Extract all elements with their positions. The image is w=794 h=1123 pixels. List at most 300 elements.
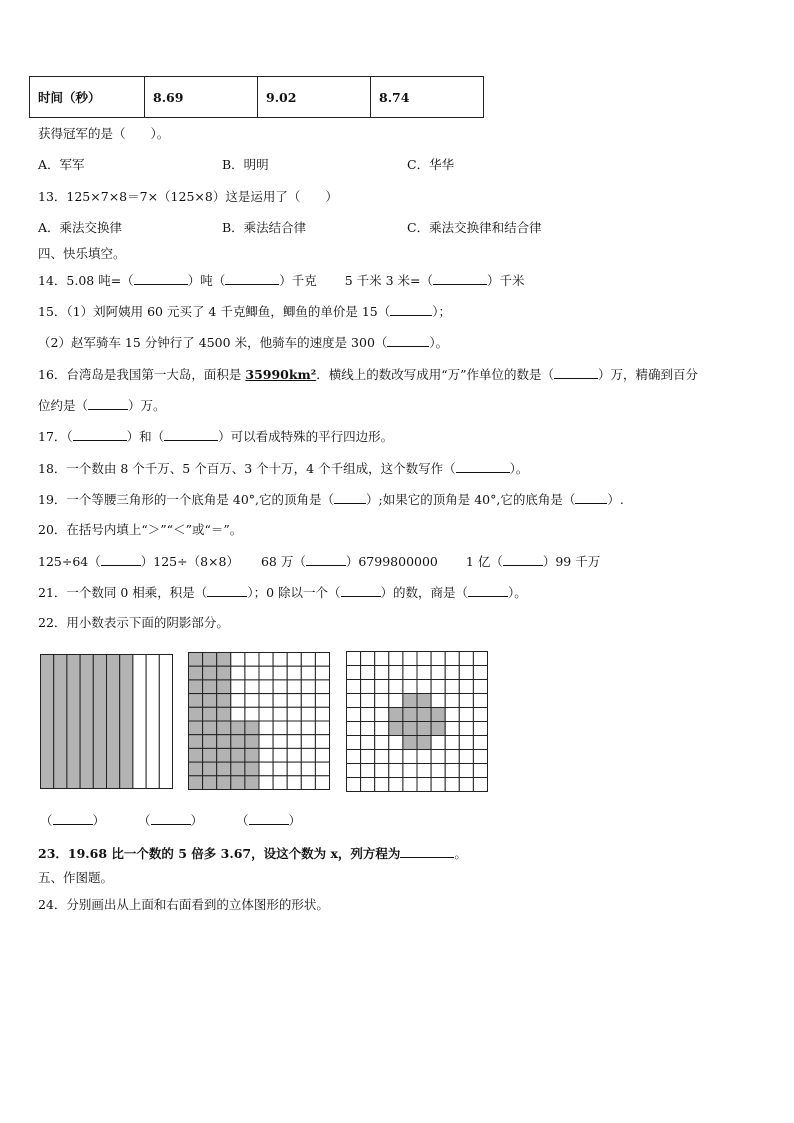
q12-stem: 获得冠军的是（ ）。 — [38, 126, 170, 141]
grid-cell — [347, 708, 361, 722]
shaded-cell — [431, 708, 445, 722]
shaded-cell — [431, 722, 445, 736]
grid-cell — [375, 736, 389, 750]
grid-cell — [459, 666, 473, 680]
grid-cell — [375, 694, 389, 708]
grid-cell — [287, 653, 301, 667]
grid-cell — [259, 680, 273, 694]
grid-cell — [315, 735, 329, 749]
grid-cell — [287, 762, 301, 776]
grid-cell — [459, 764, 473, 778]
q16-text-a: 16．台湾岛是我国第一大岛，面积是 — [38, 367, 246, 382]
grid-cell — [361, 666, 375, 680]
q15-part2 — [38, 334, 448, 351]
q13-option-c[interactable]: C．乘法交换律和结合律 — [407, 220, 542, 235]
grid-cell — [473, 722, 487, 736]
grid-cell — [273, 666, 287, 680]
shaded-cell — [245, 735, 259, 749]
q17-text-a: 17．（ — [38, 429, 73, 444]
grid-cell — [301, 748, 315, 762]
q21-text-b: ）；0 除以一个（ — [247, 585, 341, 600]
shaded-grid-figure-1 — [188, 652, 330, 790]
q16-text-b: ．横线上的数改写成用“万”作单位的数是（ — [316, 367, 555, 382]
grid-cell — [445, 750, 459, 764]
shaded-cell — [231, 748, 245, 762]
grid-cell — [445, 680, 459, 694]
grid-cell — [361, 708, 375, 722]
grid-cell — [389, 736, 403, 750]
grid-cell — [431, 764, 445, 778]
grid-cell — [315, 707, 329, 721]
grid-cell — [431, 750, 445, 764]
grid-cell — [315, 680, 329, 694]
grid-cell — [403, 778, 417, 792]
grid-cell — [403, 680, 417, 694]
q17-blank-1[interactable] — [73, 428, 127, 441]
table-cell: 9.02 — [258, 77, 371, 118]
grid-cell — [417, 680, 431, 694]
shaded-cell — [217, 721, 231, 735]
grid-cell — [259, 721, 273, 735]
grid-cell — [287, 721, 301, 735]
shaded-cell — [417, 722, 431, 736]
q19-blank-1[interactable] — [334, 491, 366, 504]
grid-cell — [389, 778, 403, 792]
q18-text-b: ）。 — [509, 461, 529, 476]
shaded-cell — [217, 694, 231, 708]
grid-cell — [473, 680, 487, 694]
q16-blank-2[interactable] — [88, 397, 128, 410]
paren-open: （ — [138, 813, 151, 828]
time-table — [29, 76, 484, 118]
grid-cell — [287, 707, 301, 721]
shaded-cell — [231, 776, 245, 790]
grid-cell — [375, 680, 389, 694]
q15-text-2b: ）。 — [429, 335, 449, 350]
q13-option-b[interactable]: B．乘法结合律 — [222, 220, 307, 235]
grid-cell — [273, 762, 287, 776]
shaded-cell — [203, 735, 217, 749]
shaded-cell — [189, 721, 203, 735]
grid-cell — [473, 750, 487, 764]
shaded-cell — [189, 735, 203, 749]
q16-line-2 — [38, 397, 166, 414]
grid-cell — [259, 694, 273, 708]
grid-cell — [389, 666, 403, 680]
q18-blank[interactable] — [456, 460, 510, 473]
grid-cell — [259, 707, 273, 721]
grid-cell — [459, 736, 473, 750]
shaded-cell — [231, 721, 245, 735]
grid-cell — [273, 776, 287, 790]
grid-cell — [315, 748, 329, 762]
grid-cell — [431, 680, 445, 694]
shaded-cell — [189, 748, 203, 762]
shaded-cell — [189, 680, 203, 694]
paren-open: （ — [40, 813, 53, 828]
q21-text-c: ）的数，商是（ — [380, 585, 469, 600]
q20-text-f: ）99 千万 — [542, 554, 601, 569]
grid-cell — [315, 653, 329, 667]
shaded-strips-figure — [40, 654, 174, 790]
q15-part1 — [38, 303, 451, 320]
grid-cell — [445, 736, 459, 750]
grid-cell — [431, 736, 445, 750]
q21-text-d: ）。 — [508, 585, 527, 600]
shaded-cell — [203, 748, 217, 762]
shaded-cell — [217, 762, 231, 776]
paren-open: （ — [236, 813, 249, 828]
q17-text-c: ）可以看成特殊的平行四边形。 — [218, 429, 394, 444]
q18-text-a: 18．一个数由 8 个千万、5 个百万、3 个十万，4 个千组成，这个数写作（ — [38, 461, 456, 476]
grid-cell — [361, 778, 375, 792]
shaded-cell — [217, 680, 231, 694]
grid-cell — [431, 778, 445, 792]
grid-cell — [287, 776, 301, 790]
grid-cell — [361, 694, 375, 708]
q14-text-e: ）千米 — [487, 273, 525, 288]
q16-text-c: ）万，精确到百分 — [598, 367, 699, 382]
q13-option-a[interactable]: A．乘法交换律 — [38, 220, 123, 235]
grid-cell — [473, 694, 487, 708]
grid-cell — [315, 762, 329, 776]
grid-cell — [473, 708, 487, 722]
shaded-cell — [217, 748, 231, 762]
table-cell: 时间（秒） — [30, 77, 145, 118]
grid-cell — [361, 652, 375, 666]
q22-blank-3[interactable] — [249, 812, 289, 825]
q21-line — [38, 584, 527, 601]
q17-line — [38, 428, 393, 445]
grid-cell — [347, 652, 361, 666]
q21-blank-3[interactable] — [468, 584, 508, 597]
q17-blank-2[interactable] — [164, 428, 218, 441]
grid-cell — [347, 778, 361, 792]
q16-area: 35990km² — [245, 367, 317, 382]
q20-text-b: ）125÷（8×8） — [140, 554, 239, 569]
shaded-cell — [231, 735, 245, 749]
q16-text-e: ）万。 — [128, 398, 166, 413]
shaded-grid-figure-2 — [346, 651, 488, 792]
q12-option-c[interactable]: C．华华 — [407, 157, 455, 172]
shaded-cell — [189, 776, 203, 790]
q23-line — [38, 845, 467, 862]
shaded-cell — [403, 708, 417, 722]
grid-cell — [259, 666, 273, 680]
grid-cell — [315, 694, 329, 708]
grid-cell — [375, 708, 389, 722]
q20-stem: 20．在括号内填上“＞”“＜”或“＝”。 — [38, 522, 243, 537]
q20-text-c: 68 万（ — [260, 554, 306, 569]
grid-cell — [287, 694, 301, 708]
q15-text-1b: ）； — [432, 304, 452, 319]
grid-cell — [245, 694, 259, 708]
shaded-cell — [231, 762, 245, 776]
grid-cell — [445, 764, 459, 778]
grid-cell — [259, 735, 273, 749]
grid-cell — [301, 694, 315, 708]
shaded-strip — [93, 655, 106, 789]
grid-cell — [301, 707, 315, 721]
q22-blank-1[interactable] — [53, 812, 93, 825]
grid-cell — [445, 778, 459, 792]
paren-close: ） — [190, 813, 204, 828]
grid-cell — [245, 653, 259, 667]
grid-cell — [459, 680, 473, 694]
q15-blank-1[interactable] — [390, 303, 432, 316]
grid-cell — [361, 722, 375, 736]
shaded-cell — [417, 694, 431, 708]
grid-cell — [389, 652, 403, 666]
grid-cell — [273, 721, 287, 735]
grid-cell — [375, 652, 389, 666]
shaded-cell — [417, 708, 431, 722]
q20-text-e: 1 亿（ — [465, 554, 503, 569]
grid-cell — [231, 680, 245, 694]
q19-text-c: ）. — [607, 492, 624, 507]
shaded-cell — [217, 653, 231, 667]
q16-line-1 — [38, 366, 698, 383]
shaded-cell — [203, 762, 217, 776]
shaded-strip — [120, 655, 133, 789]
grid-cell — [315, 776, 329, 790]
q23-text-b: 。 — [454, 846, 467, 861]
shaded-cell — [217, 707, 231, 721]
grid-cell — [417, 750, 431, 764]
shaded-cell — [389, 708, 403, 722]
shaded-cell — [217, 776, 231, 790]
strip — [133, 655, 146, 789]
grid-cell — [417, 652, 431, 666]
section-five-title: 五、作图题。 — [38, 870, 114, 885]
shaded-cell — [189, 653, 203, 667]
q22-answer-1 — [40, 812, 105, 829]
grid-cell — [459, 708, 473, 722]
grid-cell — [347, 666, 361, 680]
grid-cell — [361, 764, 375, 778]
shaded-cell — [245, 748, 259, 762]
grid-cell — [301, 666, 315, 680]
grid-cell — [347, 722, 361, 736]
grid-cell — [273, 748, 287, 762]
grid-cell — [301, 721, 315, 735]
shaded-cell — [217, 666, 231, 680]
table-cell: 8.74 — [371, 77, 484, 118]
grid-cell — [389, 764, 403, 778]
shaded-cell — [203, 707, 217, 721]
q19-text-b: ）;如果它的顶角是 40°,它的底角是（ — [366, 492, 576, 507]
q13-stem: 13．125×7×8＝7×（125×8）这是运用了（ ） — [38, 189, 338, 204]
q17-text-b: ）和（ — [126, 429, 165, 444]
grid-cell — [301, 776, 315, 790]
grid-cell — [231, 666, 245, 680]
grid-cell — [273, 694, 287, 708]
q16-text-d: 位约是（ — [38, 398, 89, 413]
q23-text-a: 23．19.68 比一个数的 5 倍多 3.67，设这个数为 x，列方程为 — [38, 846, 401, 861]
shaded-cell — [189, 694, 203, 708]
grid-cell — [459, 750, 473, 764]
shaded-cell — [203, 680, 217, 694]
grid-cell — [417, 778, 431, 792]
q14-blank-1[interactable] — [134, 272, 188, 285]
grid-cell — [403, 652, 417, 666]
grid-cell — [473, 736, 487, 750]
q21-blank-2[interactable] — [341, 584, 381, 597]
shaded-cell — [203, 694, 217, 708]
q12-option-a[interactable]: A．军军 — [38, 157, 85, 172]
grid-cell — [231, 707, 245, 721]
shaded-cell — [403, 722, 417, 736]
shaded-cell — [203, 666, 217, 680]
grid-cell — [259, 748, 273, 762]
grid-cell — [459, 694, 473, 708]
grid-cell — [445, 722, 459, 736]
grid-cell — [315, 721, 329, 735]
grid-cell — [287, 680, 301, 694]
q18-line — [38, 460, 528, 477]
grid-cell — [273, 653, 287, 667]
shaded-cell — [403, 736, 417, 750]
q22-answer-2 — [138, 812, 203, 829]
q15-text-1a: 15．（1）刘阿姨用 60 元买了 4 千克鲫鱼，鲫鱼的单价是 15（ — [38, 304, 391, 319]
grid-cell — [375, 666, 389, 680]
shaded-strip — [67, 655, 80, 789]
shaded-strip — [41, 655, 54, 789]
grid-cell — [375, 778, 389, 792]
q16-blank-1[interactable] — [554, 366, 598, 379]
grid-cell — [445, 652, 459, 666]
grid-cell — [473, 764, 487, 778]
grid-cell — [473, 666, 487, 680]
q20-blank-1[interactable] — [101, 553, 141, 566]
shaded-cell — [417, 736, 431, 750]
grid-cell — [361, 750, 375, 764]
grid-cell — [459, 722, 473, 736]
q19-line — [38, 491, 624, 508]
grid-cell — [403, 764, 417, 778]
shaded-cell — [203, 653, 217, 667]
q19-blank-2[interactable] — [575, 491, 607, 504]
grid-cell — [301, 680, 315, 694]
grid-cell — [287, 735, 301, 749]
grid-cell — [361, 680, 375, 694]
q20-items — [38, 553, 600, 570]
q14-text-d: 5 千米 3 米=（ — [344, 273, 434, 288]
grid-cell — [231, 694, 245, 708]
grid-cell — [403, 750, 417, 764]
grid-cell — [445, 666, 459, 680]
grid-cell — [347, 694, 361, 708]
q20-text-d: ）6799800000 — [345, 554, 438, 569]
strip — [146, 655, 159, 789]
grid-cell — [431, 666, 445, 680]
grid-cell — [473, 652, 487, 666]
grid-cell — [347, 736, 361, 750]
q15-text-2a: （2）赵军骑车 15 分钟行了 4500 米，他骑车的速度是 300（ — [38, 335, 388, 350]
q20-blank-2[interactable] — [306, 553, 346, 566]
grid-cell — [389, 694, 403, 708]
q14-blank-3[interactable] — [433, 272, 487, 285]
grid-cell — [417, 666, 431, 680]
shaded-cell — [189, 666, 203, 680]
q20-text-a: 125÷64（ — [38, 554, 101, 569]
grid-cell — [445, 694, 459, 708]
q14-blank-2[interactable] — [225, 272, 279, 285]
q24-stem: 24．分别画出从上面和右面看到的立体图形的形状。 — [38, 897, 329, 912]
q14-text-b: ）吨（ — [187, 273, 226, 288]
grid-cell — [301, 762, 315, 776]
grid-cell — [273, 735, 287, 749]
grid-cell — [361, 736, 375, 750]
grid-cell — [431, 652, 445, 666]
grid-cell — [301, 735, 315, 749]
grid-cell — [315, 666, 329, 680]
q20-blank-3[interactable] — [503, 553, 543, 566]
grid-cell — [459, 778, 473, 792]
grid-cell — [231, 653, 245, 667]
grid-cell — [273, 680, 287, 694]
grid-cell — [245, 666, 259, 680]
grid-cell — [417, 764, 431, 778]
q14-text-a: 14．5.08 吨=（ — [38, 273, 134, 288]
shaded-cell — [403, 694, 417, 708]
shaded-cell — [217, 735, 231, 749]
q22-blank-2[interactable] — [151, 812, 191, 825]
paren-close: ） — [92, 813, 106, 828]
q23-blank[interactable] — [400, 845, 454, 858]
strip — [159, 655, 172, 789]
grid-cell — [473, 778, 487, 792]
paren-close: ） — [288, 813, 302, 828]
grid-cell — [259, 776, 273, 790]
grid-cell — [375, 750, 389, 764]
shaded-cell — [245, 762, 259, 776]
grid-cell — [347, 750, 361, 764]
grid-cell — [273, 707, 287, 721]
grid-cell — [389, 750, 403, 764]
section-four-title: 四、快乐填空。 — [38, 246, 126, 261]
table-row — [30, 77, 484, 118]
grid-cell — [403, 666, 417, 680]
q14-text-c: ）千克 — [279, 273, 317, 288]
shaded-cell — [203, 721, 217, 735]
table-cell: 8.69 — [145, 77, 258, 118]
q19-text-a: 19．一个等腰三角形的一个底角是 40°,它的顶角是（ — [38, 492, 335, 507]
grid-cell — [287, 666, 301, 680]
q12-option-b[interactable]: B．明明 — [222, 157, 269, 172]
grid-cell — [259, 762, 273, 776]
grid-cell — [287, 748, 301, 762]
grid-cell — [375, 764, 389, 778]
q15-blank-2[interactable] — [387, 334, 429, 347]
grid-cell — [459, 652, 473, 666]
q21-blank-1[interactable] — [207, 584, 247, 597]
grid-cell — [347, 680, 361, 694]
shaded-cell — [245, 776, 259, 790]
grid-cell — [431, 694, 445, 708]
grid-cell — [445, 708, 459, 722]
q14-line — [38, 272, 525, 289]
shaded-strip — [107, 655, 120, 789]
shaded-cell — [245, 721, 259, 735]
shaded-cell — [189, 707, 203, 721]
q22-stem: 22．用小数表示下面的阴影部分。 — [38, 615, 229, 630]
shaded-cell — [203, 776, 217, 790]
grid-cell — [375, 722, 389, 736]
shaded-strip — [80, 655, 93, 789]
grid-cell — [389, 680, 403, 694]
grid-cell — [301, 653, 315, 667]
